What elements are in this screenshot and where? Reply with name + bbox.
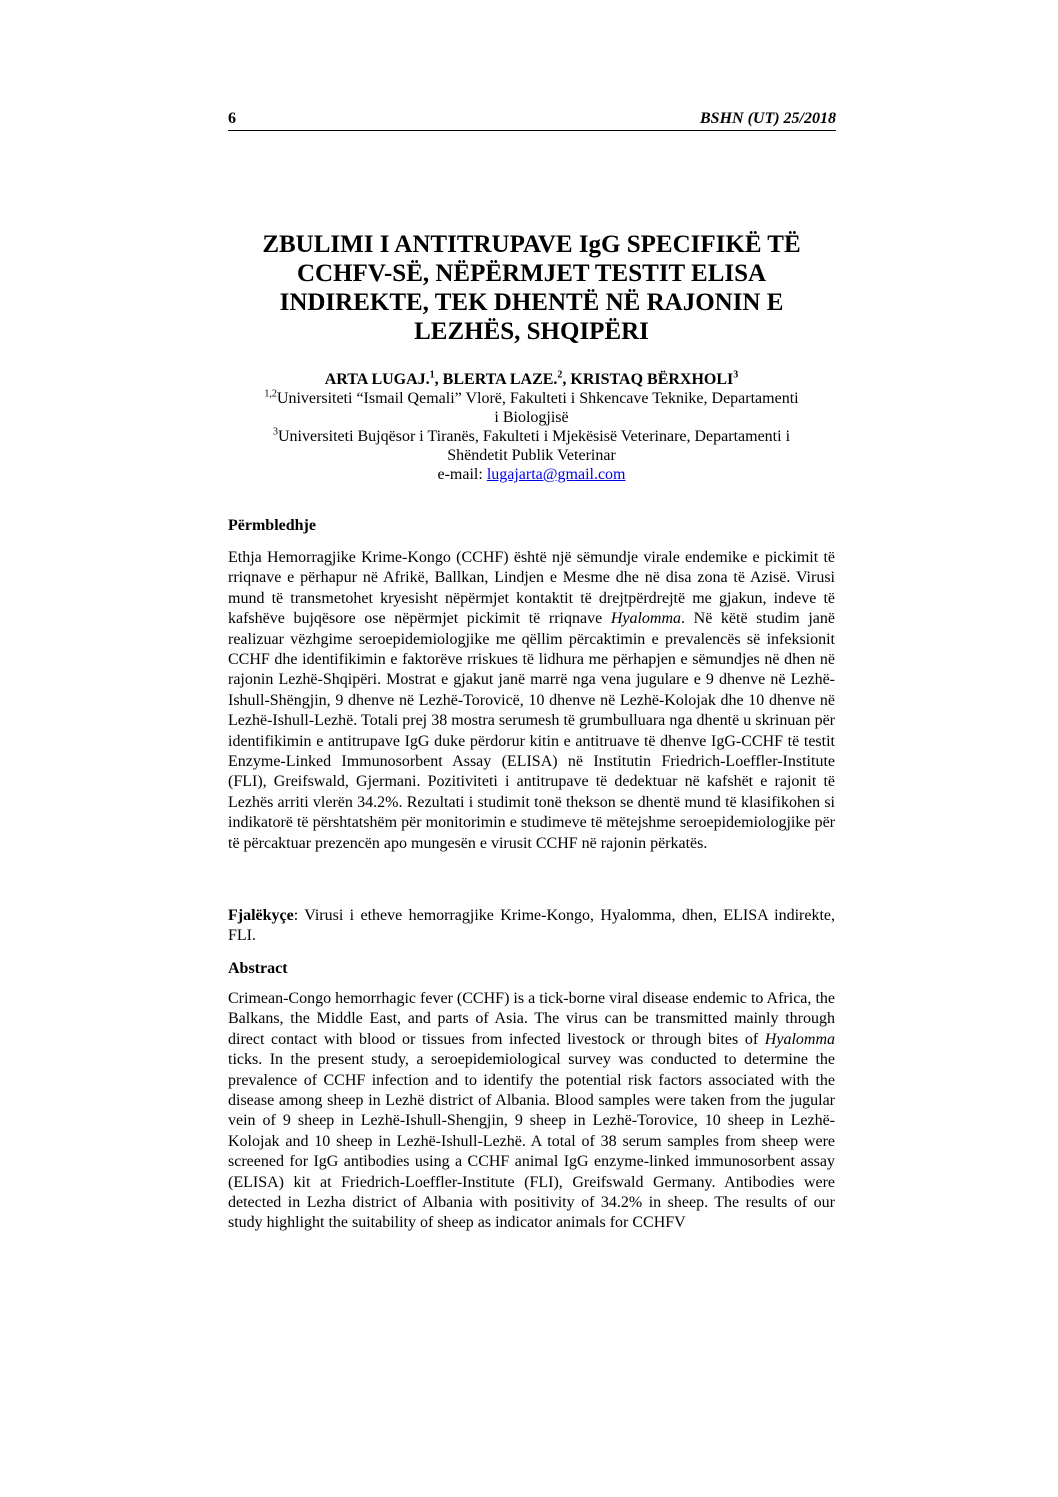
title-line: INDIREKTE, TEK DHENTË NË RAJONIN E	[279, 289, 784, 316]
affiliation-1: $^{1,2}$Universiteti “Ismail Qemali” Vlorë, Fakulteti i Shkencave Teknike, Departamenti	[264, 388, 799, 407]
abstract-heading: Abstract	[228, 960, 288, 977]
author-name: , BLERTA LAZE.	[434, 371, 558, 388]
abstract-text: Crimean-Congo hemorrhagic fever (CCHF) is a tick-borne viral disease endemic to Africa, the Balkans, the Middle East, and parts of Asia. The virus can be transmitted mainly through direct contact with blood or tissues from infected livestock or through bites of Hyalomma ticks. In the present study, a seroepidemiological survey was conducted to determine the prevalence of CCHF infection and to identify the potential risk factors associated with the disease among sheep in Lezhë district of Albania. Blood samples were taken from the jugular vein of 9 sheep in Lezhë-Ishull-Shengjin, 9 sheep in Lezhë-Torovice, 10 sheep in Lezhë-Kolojak and 10 sheep in Lezhë-Ishull-Lezhë. A total of 38 serum samples from sheep were screened for IgG antibodies using a CCHF animal IgG enzyme-linked immunosorbent assay (ELISA) kit at Friedrich-Loeffler-Institute (FLI), Greifswald Germany. Antibodies were detected in Lezha district of Albania with positivity of 34.2% in sheep. The results of our study highlight the suitability of sheep as indicator animals for CCHFV	[228, 990, 835, 1232]
keywords-label: Fjalëkyçe	[228, 907, 294, 924]
page-number: 6	[228, 110, 236, 127]
title-line: LEZHËS, SHQIPËRI	[414, 318, 649, 345]
paper-title	[228, 230, 835, 346]
author-name: ARTA LUGAJ.	[324, 371, 430, 388]
email-line: e-mail: lugajarta@gmail.com	[437, 466, 626, 483]
author-names: ARTA LUGAJ.$^1$, BLERTA LAZE.$^2$, KRISTAQ BËRXHOLI$^3$	[324, 369, 739, 388]
title-line: ZBULIMI I ANTITRUPAVE IgG SPECIFIKË TË	[262, 231, 801, 258]
journal-reference: BSHN (UT) 25/2018	[700, 110, 836, 127]
keywords-text: : Virusi i etheve hemorragjike Krime-Kongo, Hyalomma, dhen, ELISA indirekte, FLI.	[228, 907, 835, 945]
affiliation-2-cont: Shëndetit Publik Veterinar	[447, 447, 616, 464]
author-block	[228, 370, 835, 484]
permbledhje-text: Ethja Hemorragjike Krime-Kongo (CCHF) është një sëmundje virale endemike e pickimit të rriqnave e përhapur në Afrikë, Ballkan, Lindjen e Mesme dhe në disa zona të Azisë. Virusi mund të transmetohet kryesisht nëpërmjet kontaktit të drejtpërdrejtë me gjakun, indeve të kafshëve bujqësore ose nëpërmjet pickimit të rriqnave Hyalomma. Në këtë studim janë realizuar vëzhgime seroepidemiologjike me qëllim përcaktimin e prevalencës së infeksionit CCHF dhe identifikimin e faktorëve rriskues të lidhura me përhapjen e sëmundjes në dhen në rajonin Lezhë-Shqipëri. Mostrat e gjakut janë marrë nga vena jugulare e 9 dhenve në Lezhë-Ishull-Shëngjin, 9 dhenve në Lezhë-Torovicë, 10 dhenve në Lezhë-Kolojak dhe 10 dhenve në Lezhë-Ishull-Lezhë. Totali prej 38 mostra serumesh të grumbulluara nga dhentë u skrinuan për identifikimin e antitrupave IgG duke përdorur kitin e antitruave të dhenve IgG-CCHF të testit Enzyme-Linked Immunosorbent Assay (ELISA) në Institutin Friedrich-Loeffler-Institute (FLI), Greifswald, Gjermani. Pozitiviteti i antitrupave të dedektuar në kafshët e rajonit të Lezhës arriti vlerën 34.2%. Rezultati i studimit tonë thekson se dhentë mund të klasifikohen si indikatorë të përshtatshëm për monitorimin e studimeve të mëtejshme seroepidemiologjike për të përcaktuar prezencën apo mungesën e virusit CCHF në rajonin përkatës.	[228, 549, 836, 852]
permbledhje-heading: Përmbledhje	[228, 517, 316, 534]
keywords	[228, 906, 835, 947]
email-link[interactable]: lugajarta@gmail.com	[486, 466, 626, 483]
affiliation-2: $^3$Universiteti Bujqësor i Tiranës, Fakulteti i Mjekësisë Veterinare, Departamenti i	[272, 426, 791, 445]
running-head	[228, 110, 836, 131]
affiliation-1-cont: i Biologjisë	[494, 409, 569, 426]
title-line: CCHFV-SË, NËPËRMJET TESTIT ELISA	[296, 260, 767, 287]
author-name: , KRISTAQ BËRXHOLI	[562, 371, 734, 388]
